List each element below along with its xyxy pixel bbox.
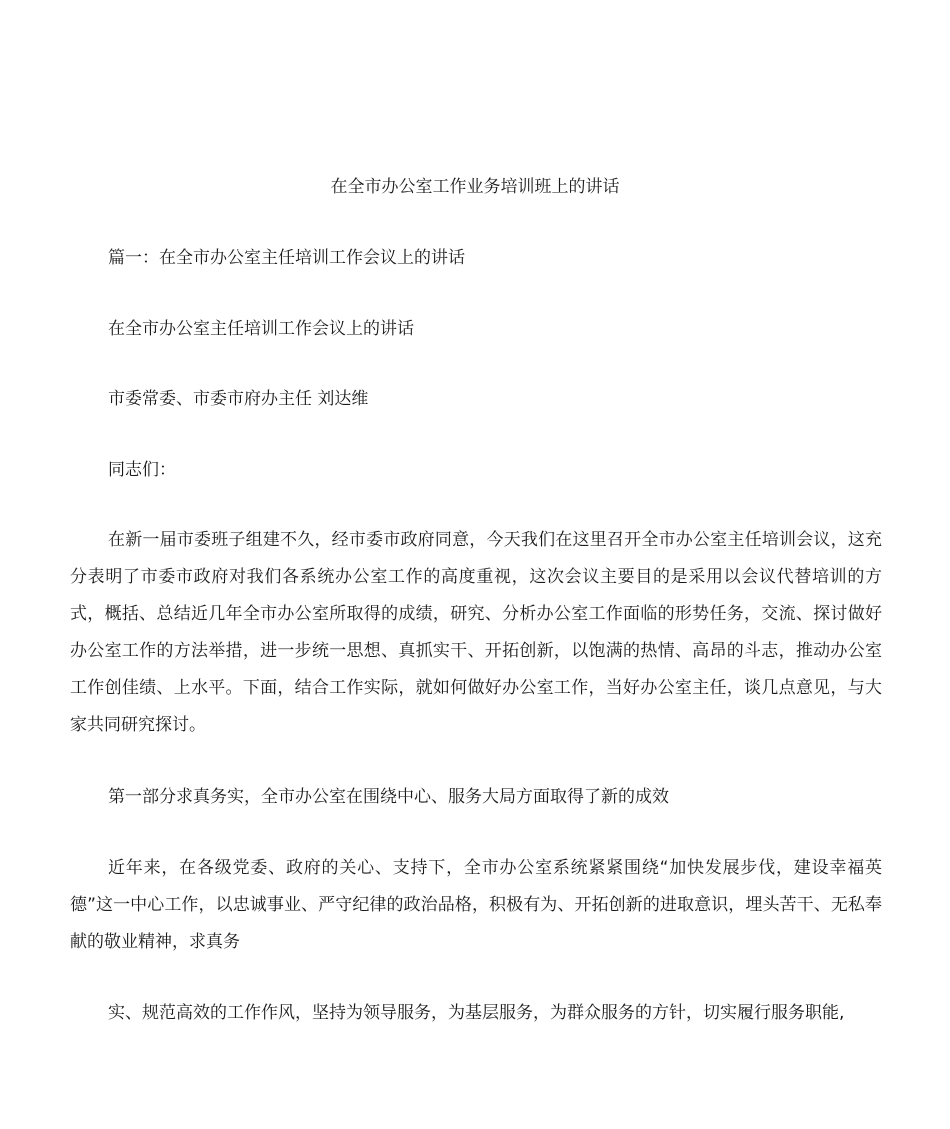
part-1-heading: 第一部分求真务实，全市办公室在围绕中心、服务大局方面取得了新的成效 [108,787,669,807]
body-paragraph-1: 在新一届市委班子组建不久，经市委市政府同意，今天我们在这里召开全市办公室主任培训会议，这充分表明了市委市政府对我们各系统办公室工作的高度重视，这次会议主要目的是采用以会议代替培训的方式，概括、总结近几年全市办公室所取得的成绩，研究、分析办公室工作面临的形势任务，交流、探讨做好办公室工作的方法举措，进一步统一思想、真抓实干、开拓创新，以饱满的热情、高昂的斗志，推动办公室工作创佳绩、上水平。下面，结合工作实际，就如何做好办公室工作，当好办公室主任，谈几点意见，与大家共同研究探讨。 [70,530,882,735]
speaker-line: 市委常委、市委市府办主任 刘达维 [108,389,369,409]
salutation: 同志们： [108,460,176,480]
speech-title: 在全市办公室主任培训工作会议上的讲话 [108,319,414,339]
document-title: 在全市办公室工作业务培训班上的讲话 [330,177,620,197]
section-heading: 篇一：在全市办公室主任培训工作会议上的讲话 [108,248,465,268]
body-paragraph-3: 实、规范高效的工作作风，坚持为领导服务，为基层服务，为群众服务的方针，切实履行服务职能, [108,1003,845,1023]
body-paragraph-2: 近年来，在各级党委、政府的关心、支持下，全市办公室系统紧紧围绕“加快发展步伐，建设幸福英德”这一中心工作，以忠诚事业、严守纪律的政治品格，积极有为、开拓创新的进取意识，埋头苦干、无私奉献的敬业精神，求真务 [70,858,882,952]
